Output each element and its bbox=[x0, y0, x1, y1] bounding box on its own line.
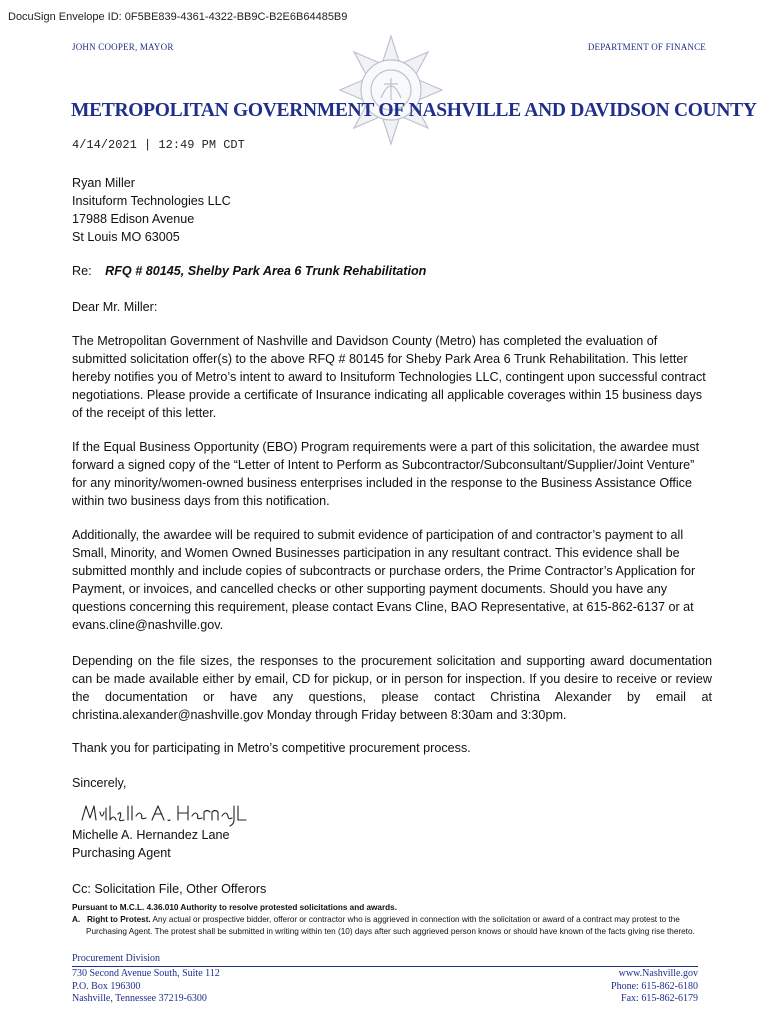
footer-website[interactable]: www.Nashville.gov bbox=[618, 968, 698, 979]
paragraph-ebo: If the Equal Business Opportunity (EBO) Program requirements were a part of this solicitation, the awardee must forward a signed copy of the “Letter of Intent to Perform as Subcontractor/Subconsultant/Supplier/Joint Venture” for any minority/women-owned business enterprises included in the response to the Business Assistance Office within two business days from this notification. bbox=[72, 440, 700, 508]
footer-address-line-2: P.O. Box 196300 bbox=[72, 980, 141, 992]
paragraph-participation: Additionally, the awardee will be required to submit evidence of participation of and contractor’s payment to all Small, Minority, and Women Owned Businesses participation in any resultant contract. This evidence shall be submitted monthly and include copies of subcontracts or purchase orders, the Prime Contractor’s Application for Payment, or invoices, and cancelled checks or other supporting payment documents. Should you have any questions concerning this requirement, please contact Evans Cline, BAO Representative, at 615-862-6137 or at evans.cline@nashville.gov. bbox=[72, 528, 696, 632]
footer-address-line-3: Nashville, Tennessee 37219-6300 bbox=[72, 993, 207, 1004]
re-subject: RFQ # 80145, Shelby Park Area 6 Trunk Rehabilitation bbox=[105, 264, 427, 278]
letter-datetime: 4/14/2021 | 12:49 PM CDT bbox=[72, 138, 245, 152]
handwritten-signature bbox=[78, 798, 248, 828]
footer-divider bbox=[72, 966, 698, 967]
cc-line: Cc: Solicitation File, Other Offerors bbox=[72, 882, 267, 896]
protest-item bbox=[72, 914, 712, 938]
re-label: Re: bbox=[72, 264, 92, 278]
docusign-envelope-id: DocuSign Envelope ID: 0F5BE839-4361-4322-BB9C-B2E6B64485B9 bbox=[8, 11, 348, 23]
signer-title: Purchasing Agent bbox=[72, 846, 171, 860]
signer-name: Michelle A. Hernandez Lane bbox=[72, 828, 230, 842]
closing: Sincerely, bbox=[72, 776, 127, 790]
footer-address bbox=[72, 968, 220, 1006]
recipient-name: Ryan Miller bbox=[72, 176, 135, 190]
salutation: Dear Mr. Miller: bbox=[72, 300, 158, 314]
paragraph-documentation: Depending on the file sizes, the responses to the procurement solicitation and supporting award documentation can be made available either by email, CD for pickup, or in person for inspection. If you desire to receive or review the documentation or have any questions, please contact Christina Alexander by email at christina.alexander@nashville.gov Monday through Friday between 8:30am and 3:30pm. bbox=[72, 654, 712, 722]
paragraph-evaluation: The Metropolitan Government of Nashville and Davidson County (Metro) has completed the evaluation of submitted solicitation offer(s) to the above RFQ # 80145 for Sheby Park Area 6 Trunk Rehabilitation. This letter hereby notifies you of Metro’s intent to award to Insituform Technologies LLC, contingent upon successful contract negotiations. Please provide a certificate of Insurance indicating all applicable coverages within 15 business days of the receipt of this letter. bbox=[72, 334, 706, 420]
organization-title: METROPOLITAN GOVERNMENT OF NASHVILLE AND DAVIDSON COUNTY bbox=[71, 100, 757, 121]
protest-item-title: Right to Protest. bbox=[87, 915, 151, 924]
recipient-address bbox=[72, 174, 712, 246]
signer-block bbox=[72, 826, 712, 862]
footer-fax: Fax: 615-862-6179 bbox=[621, 993, 698, 1004]
paragraph-thanks: Thank you for participating in Metro’s competitive procurement process. bbox=[72, 741, 471, 755]
subject-line bbox=[72, 264, 426, 278]
recipient-city: St Louis MO 63005 bbox=[72, 230, 180, 244]
footer-phone: Phone: 615-862-6180 bbox=[611, 980, 698, 992]
protest-heading: Pursuant to M.C.L. 4.36.010 Authority to resolve protested solicitations and awards. bbox=[72, 903, 397, 912]
recipient-company: Insituform Technologies LLC bbox=[72, 194, 231, 208]
mayor-name: JOHN COOPER, MAYOR bbox=[72, 42, 174, 52]
footer-address-line-1: 730 Second Avenue South, Suite 112 bbox=[72, 968, 220, 979]
protest-item-label: A. bbox=[72, 915, 81, 924]
footer-contact bbox=[611, 968, 698, 1006]
department-name: DEPARTMENT OF FINANCE bbox=[587, 42, 706, 52]
recipient-street: 17988 Edison Avenue bbox=[72, 212, 195, 226]
protest-notice bbox=[72, 902, 712, 938]
protest-item-text: Any actual or prospective bidder, offeror or contractor who is aggrieved in connection with the solicitation or award of a contract may protest to the Purchasing Agent. The protest shall be submitted in writing within ten (10) days after such aggrieved person knows or should have known of the facts giving rise thereto. bbox=[86, 915, 695, 936]
footer-division: Procurement Division bbox=[72, 953, 161, 964]
